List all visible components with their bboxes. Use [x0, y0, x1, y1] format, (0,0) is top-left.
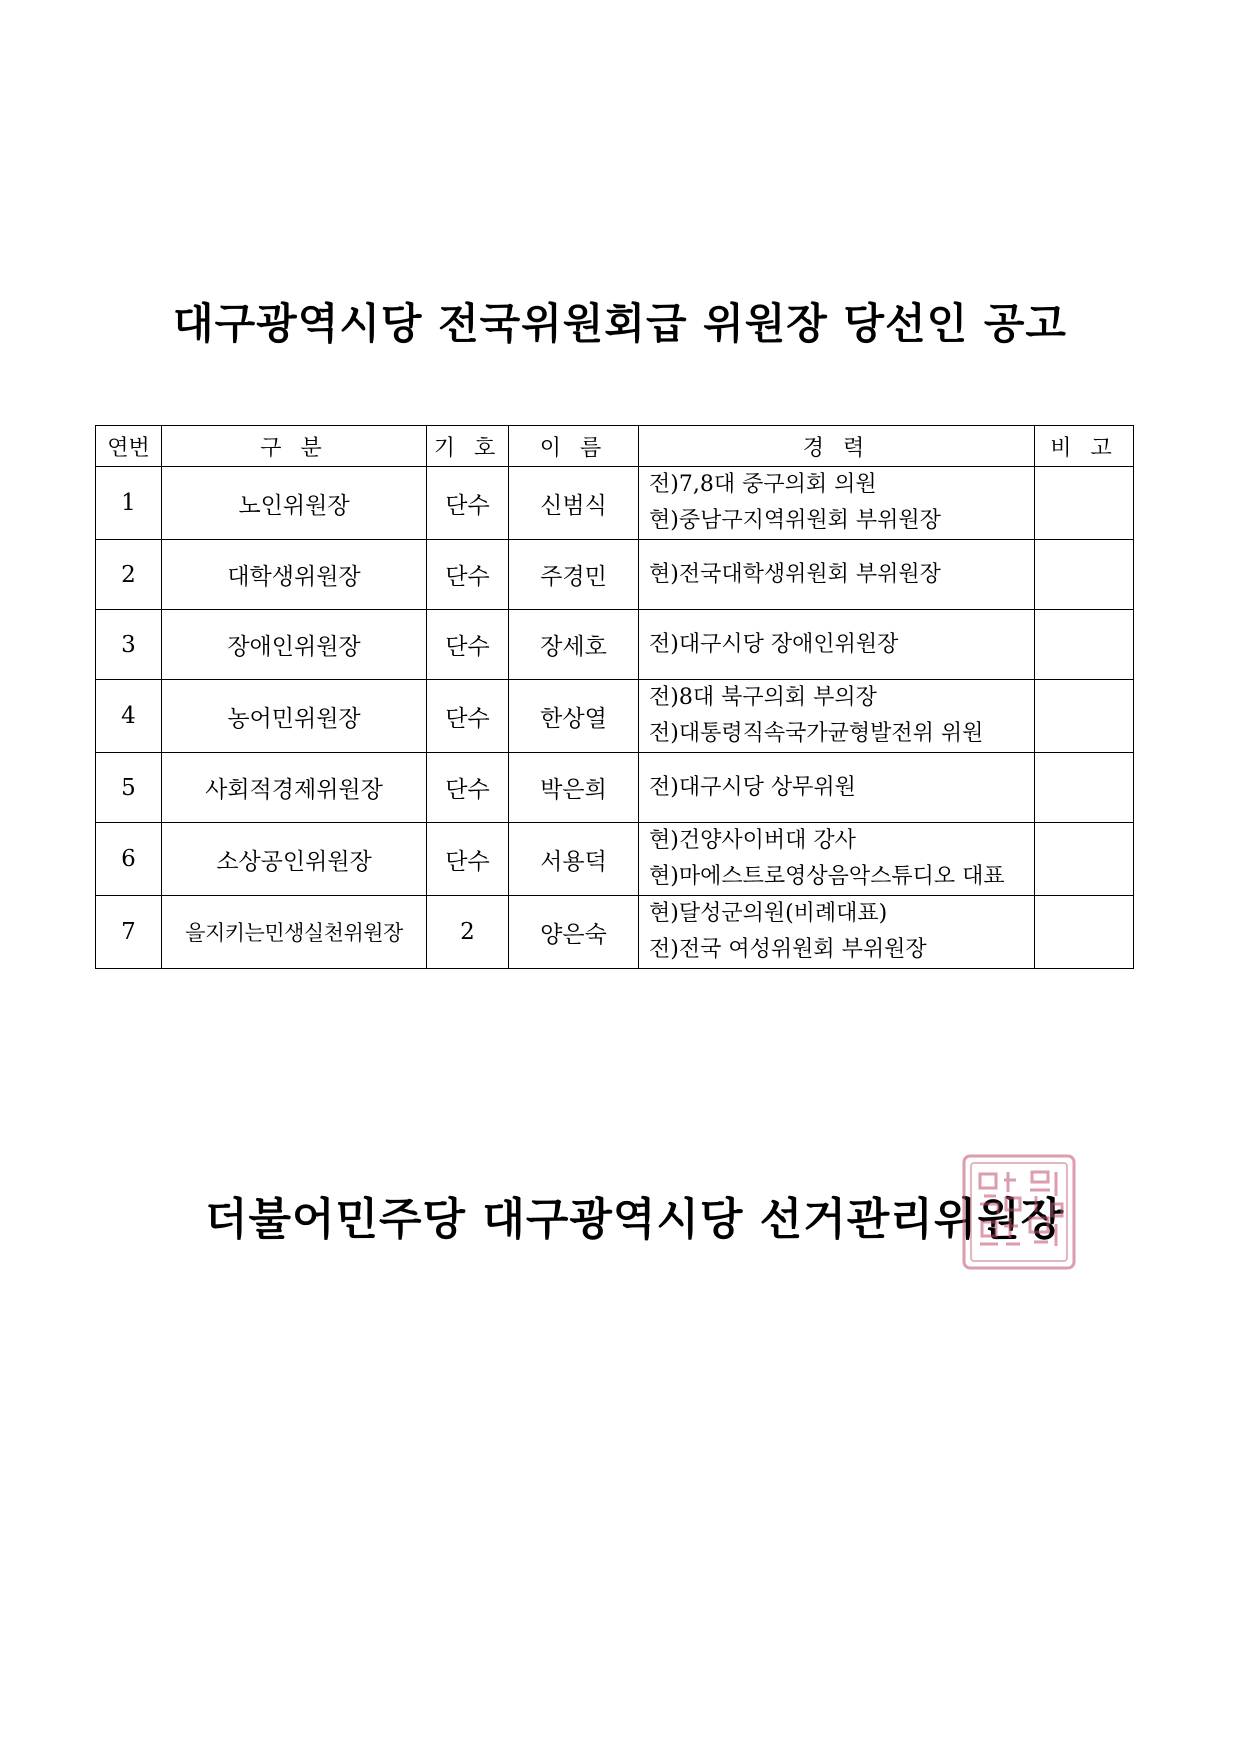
career-line: 전)8대 북구의회 부의장 [649, 685, 877, 710]
career-line: 전)대구시당 장애인위원장 [649, 631, 899, 657]
career-line: 현)중남구지역위원회 부위원장 [649, 508, 941, 533]
career-line: 현)마에스트로영상음악스튜디오 대표 [649, 864, 1005, 889]
career-line: 전)7,8대 중구의회 의원 [649, 472, 877, 497]
header-career: 경 력 [639, 426, 1035, 467]
cell-career [639, 753, 1035, 823]
career-line: 현)건양사이버대 강사 [649, 828, 856, 853]
header-name: 이 름 [509, 426, 639, 467]
cell-category: 대학생위원장 [162, 540, 427, 610]
cell-career [639, 680, 1035, 753]
table-row [96, 610, 1134, 680]
cell-career [639, 823, 1035, 896]
cell-no: 1 [96, 467, 162, 540]
table-row [96, 680, 1134, 753]
cell-note [1035, 610, 1134, 680]
cell-category: 장애인위원장 [162, 610, 427, 680]
career-line: 전)대통령직속국가균형발전위 위원 [649, 721, 984, 746]
cell-name: 장세호 [509, 610, 639, 680]
cell-symbol: 단수 [427, 823, 509, 896]
cell-name: 한상열 [509, 680, 639, 753]
cell-name: 서용덕 [509, 823, 639, 896]
table-header-row [96, 426, 1134, 467]
cell-career [639, 610, 1035, 680]
cell-note [1035, 680, 1134, 753]
career-line: 전)대구시당 상무위원 [649, 774, 856, 800]
cell-symbol: 단수 [427, 467, 509, 540]
career-line: 전)전국 여성위원회 부위원장 [649, 937, 927, 962]
cell-symbol: 단수 [427, 680, 509, 753]
cell-note [1035, 753, 1134, 823]
cell-category: 사회적경제위원장 [162, 753, 427, 823]
official-seal-icon [960, 1152, 1078, 1272]
cell-symbol: 단수 [427, 540, 509, 610]
cell-career [639, 467, 1035, 540]
cell-category: 을지키는민생실천위원장 [162, 896, 427, 969]
cell-note [1035, 467, 1134, 540]
header-note: 비 고 [1035, 426, 1134, 467]
cell-no: 3 [96, 610, 162, 680]
cell-symbol: 2 [427, 896, 509, 969]
table-row [96, 896, 1134, 969]
cell-no: 5 [96, 753, 162, 823]
career-line: 현)달성군의원(비례대표) [649, 901, 888, 926]
cell-symbol: 단수 [427, 753, 509, 823]
page-title: 대구광역시당 전국위원회급 위원장 당선인 공고 [173, 299, 1067, 348]
cell-category: 노인위원장 [162, 467, 427, 540]
cell-note [1035, 896, 1134, 969]
table-row [96, 540, 1134, 610]
cell-category: 농어민위원장 [162, 680, 427, 753]
cell-no: 6 [96, 823, 162, 896]
results-table [95, 425, 1134, 969]
cell-note [1035, 540, 1134, 610]
cell-name: 박은희 [509, 753, 639, 823]
table-row [96, 467, 1134, 540]
cell-category: 소상공인위원장 [162, 823, 427, 896]
cell-name: 주경민 [509, 540, 639, 610]
cell-symbol: 단수 [427, 610, 509, 680]
header-symbol: 기 호 [427, 426, 509, 467]
cell-name: 신범식 [509, 467, 639, 540]
header-category: 구 분 [162, 426, 427, 467]
cell-career [639, 896, 1035, 969]
issuer-organization: 더불어민주당 대구광역시당 선거관리위원장 [205, 1194, 1065, 1245]
table-row [96, 753, 1134, 823]
cell-no: 2 [96, 540, 162, 610]
cell-no: 7 [96, 896, 162, 969]
table-row [96, 823, 1134, 896]
cell-no: 4 [96, 680, 162, 753]
header-no: 연번 [96, 426, 162, 467]
career-line: 현)전국대학생위원회 부위원장 [649, 561, 941, 587]
cell-name: 양은숙 [509, 896, 639, 969]
cell-note [1035, 823, 1134, 896]
cell-career [639, 540, 1035, 610]
